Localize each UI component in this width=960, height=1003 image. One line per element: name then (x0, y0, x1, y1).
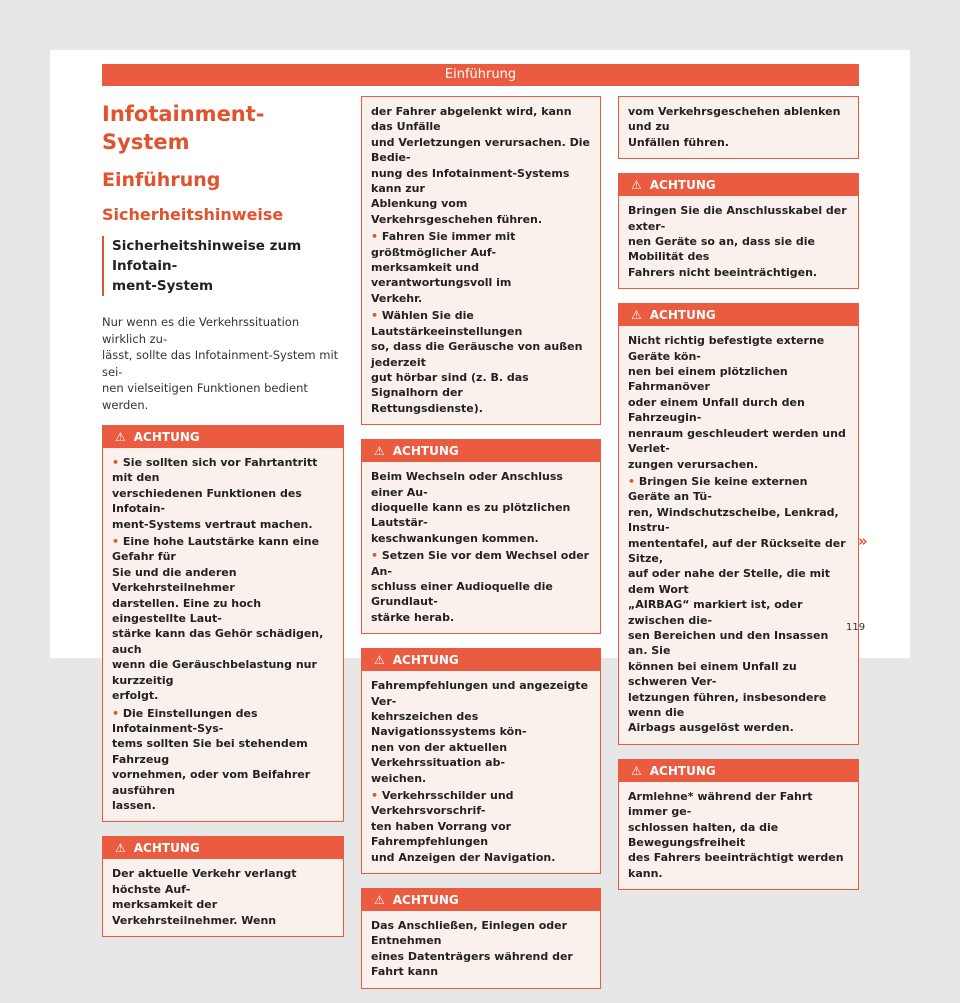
warning-text: Fahrempfehlungen und angezeigte Ver- kehrszeichen des Navigationssystems kön- nen von der aktuellen Verkehrssituation ab- weichen. (371, 679, 589, 785)
bullet-item: • Die Einstellungen des Infotainment-Sys- tems sollten Sie bei stehendem Fahrzeug vornehmen, oder vom Beifahrer ausführen lassen. (112, 706, 311, 812)
warning-label: ACHTUNG (649, 178, 716, 193)
warning-triangle-icon: ⚠ (631, 308, 642, 323)
subsection-title: Sicherheitshinweise (102, 205, 284, 224)
warning-header (103, 426, 343, 448)
warning-text: Armlehne* während der Fahrt immer ge- schlossen halten, da die Bewegungsfreiheit des Fahrers beeinträchtigt werden kann. (628, 789, 844, 880)
warning-box-2 (102, 836, 344, 937)
warning-label: ACHTUNG (392, 653, 459, 668)
warning-triangle-icon: ⚠ (631, 178, 642, 193)
bullet-item: • Bringen Sie keine externen Geräte an Tü- ren, Windschutzscheibe, Lenkrad, Instru- mententafel, auf der Rückseite der Sitze, auf oder nahe der Stelle, die mit dem Wort „AIRBAG“ markiert ist, oder zwischen die- sen Bereichen und den Insassen an. Sie können bei einem Unfall zu schweren Ver- letzungen führen, insbesondere wenn die Airbags ausgelöst werden. (628, 474, 846, 735)
warning-triangle-icon: ⚠ (631, 763, 642, 778)
chapter-title: Infotainment-System (102, 102, 265, 154)
warning-header (619, 304, 858, 326)
warning-text: Der aktuelle Verkehr verlangt höchste Auf- merksamkeit der Verkehrsteilnehmer. Wenn (112, 867, 297, 927)
warning-header (362, 649, 600, 671)
warning-box-7 (618, 303, 859, 745)
intro-paragraph: Nur wenn es die Verkehrssituation wirklich zu- lässt, sollte das Infotainment-System mit sei- nen vielseitigen Funktionen bedient werden. (102, 315, 339, 412)
warning-text: Das Anschließen, Einlegen oder Entnehmen eines Datenträgers während der Fahrt kann (371, 919, 573, 979)
warning-label: ACHTUNG (392, 444, 459, 459)
warning-box-6 (618, 173, 859, 289)
warning-text: Nicht richtig befestigte externe Geräte kön- nen bei einem plötzlichen Fahrmanöver oder einem Unfall durch den Fahrzeugin- nenraum geschleudert werden und Verlet- zungen verursachen. (628, 334, 846, 471)
warning-header (619, 174, 858, 196)
warning-label: ACHTUNG (392, 893, 459, 908)
warning-header (103, 837, 343, 859)
section-header: Einführung (102, 64, 859, 86)
warning-label: ACHTUNG (133, 430, 200, 444)
warning-header (619, 760, 858, 782)
warning-label: ACHTUNG (649, 308, 716, 323)
page-number: 119 (846, 622, 866, 633)
bullet-item: • Verkehrsschilder und Verkehrsvorschrif- ten haben Vorrang vor Fahrempfehlungen und Anzeigen der Navigation. (371, 789, 556, 864)
warning-box-5 (361, 888, 601, 989)
warning-box-continued (618, 96, 859, 159)
warning-triangle-icon: ⚠ (374, 893, 385, 908)
warning-box-4 (361, 648, 601, 874)
warning-text: vom Verkehrsgeschehen ablenken und zu Unfällen führen. (628, 105, 841, 149)
warning-label: ACHTUNG (133, 841, 200, 856)
warning-header (362, 440, 600, 462)
column-3 (618, 96, 859, 904)
bullet-item: • Sie sollten sich vor Fahrtantritt mit den verschiedenen Funktionen des Infotain- ment-Systems vertraut machen. (112, 456, 318, 531)
warning-label: ACHTUNG (649, 763, 716, 778)
warning-triangle-icon: ⚠ (115, 841, 126, 856)
warning-box-3 (361, 439, 601, 634)
bullet-item: • Wählen Sie die Lautstärkeeinstellungen so, dass die Geräusche von außen jederzeit gut hörbar sind (z. B. das Signalhorn der Rettungsdienste). (371, 309, 583, 415)
warning-triangle-icon: ⚠ (374, 653, 385, 668)
warning-triangle-icon: ⚠ (374, 444, 385, 459)
warning-box-1 (102, 425, 344, 822)
bullet-item: • Fahren Sie immer mit größtmöglicher Auf- merksamkeit und verantwortungsvoll im Verkehr. (371, 230, 516, 305)
column-1 (102, 100, 344, 951)
warning-text: Beim Wechseln oder Anschluss einer Au- dioquelle kann es zu plötzlichen Lautstär- keschwankungen kommen. (371, 470, 571, 545)
warning-box-8 (618, 759, 859, 890)
section-title: Einführung (102, 169, 221, 191)
continue-marker: » (858, 532, 868, 550)
bullet-item: • Setzen Sie vor dem Wechsel oder An- schluss einer Audioquelle die Grundlaut- stärke herab. (371, 549, 590, 624)
topic-title: Sicherheitshinweise zum Infotain- ment-System (102, 236, 344, 296)
warning-text: der Fahrer abgelenkt wird, kann das Unfälle und Verletzungen verursachen. Die Bedie- nung des Infotainment-Systems kann zur Ablenkung vom Verkehrsgeschehen führen. (371, 105, 591, 226)
warning-box-continued (361, 96, 601, 425)
warning-text: Bringen Sie die Anschlusskabel der exter- nen Geräte so an, dass sie die Mobilität des Fahrers nicht beeinträchtigen. (628, 204, 847, 279)
warning-header (362, 889, 600, 911)
column-2 (361, 96, 601, 1003)
bullet-item: • Eine hohe Lautstärke kann eine Gefahr für Sie und die anderen Verkehrsteilnehmer darstellen. Eine zu hoch eingestellte Laut- stärke kann das Gehör schädigen, auch wenn die Geräuschbelastung nur kurzzeitig erfolgt. (112, 535, 324, 703)
warning-triangle-icon: ⚠ (115, 430, 126, 444)
